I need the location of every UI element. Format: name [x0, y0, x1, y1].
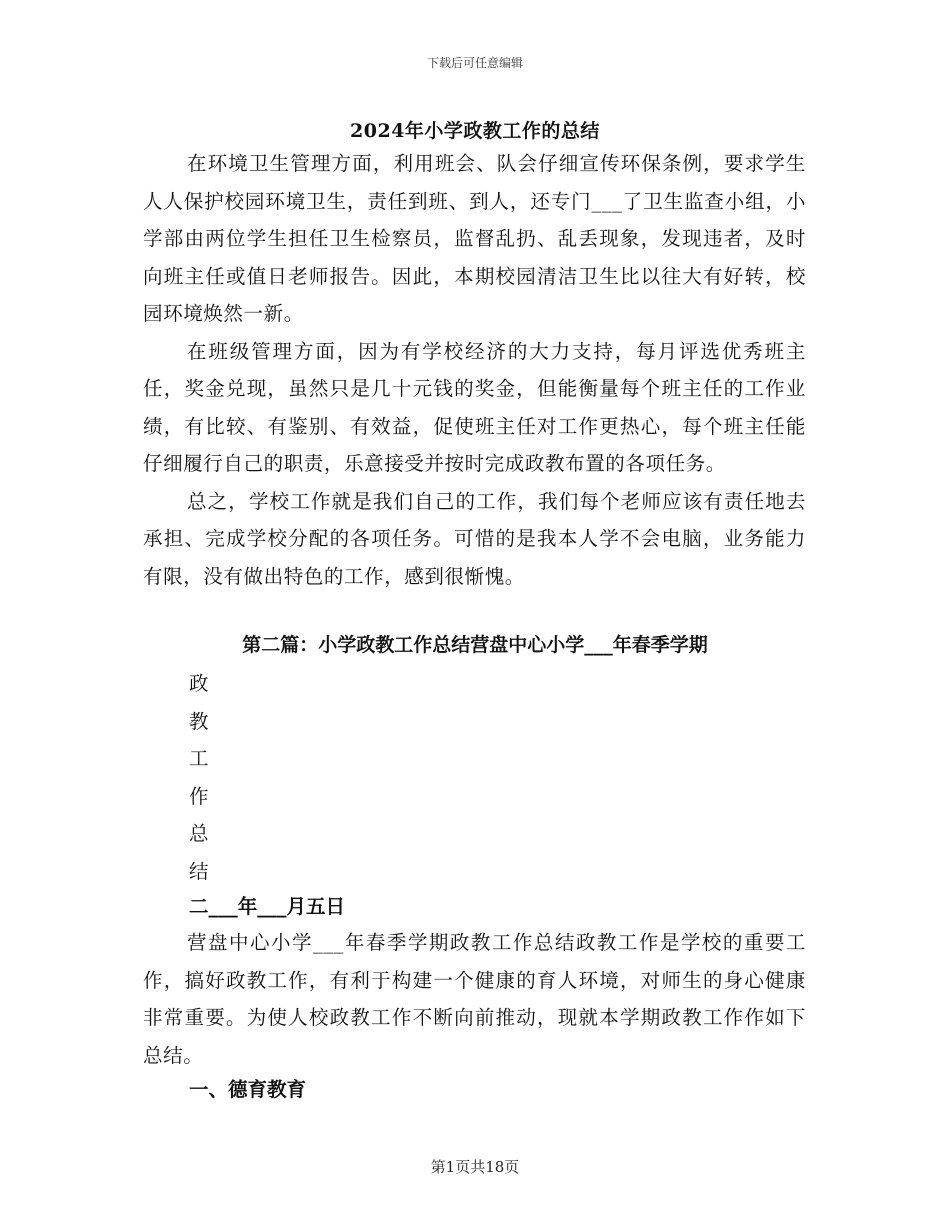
paragraph: 在班级管理方面，因为有学校经济的大力支持，每月评选优秀班主任，奖金兑现，虽然只是几十元钱的奖金，但能衡量每个班主任的工作业绩，有比较、有鉴别、有效益，促使班主任对工作更热心，每个班主任能仔细履行自己的职责，乐意接受并按时完成政教布置的各项任务。	[143, 339, 806, 475]
section-subtitle: 第二篇：小学政教工作总结营盘中心小学___年春季学期	[242, 634, 708, 656]
vertical-char: 结	[189, 859, 209, 883]
vertical-char: 作	[189, 784, 209, 808]
vertical-title	[189, 665, 209, 890]
date-line: 二___年___月五日	[189, 895, 346, 918]
paragraph: 营盘中心小学___年春季学期政教工作总结政教工作是学校的重要工作，搞好政教工作，有利于构建一个健康的育人环境，对师生的身心健康非常重要。为使人校政教工作不断向前推动，现就本学期政教工作作如下总结。	[143, 931, 806, 1067]
vertical-char: 总	[189, 822, 209, 845]
vertical-char: 教	[189, 709, 209, 733]
document-title: 2024年小学政教工作的总结	[350, 120, 600, 142]
vertical-char: 政	[189, 672, 209, 695]
body-section-a	[143, 145, 806, 595]
page-header-note: 下载后可任意编辑	[426, 56, 523, 70]
paragraph: 总之，学校工作就是我们自己的工作，我们每个老师应该有责任地去承担、完成学校分配的各项任务。可惜的是我本人学不会电脑，业务能力有限，没有做出特色的工作，感到很惭愧。	[143, 489, 806, 588]
paragraph: 在环境卫生管理方面，利用班会、队会仔细宣传环保条例，要求学生人人保护校园环境卫生，责任到班、到人，还专门___了卫生监查小组，小学部由两位学生担任卫生检察员，监督乱扔、乱丢现象，发现违者，及时向班主任或值日老师报告。因此，本期校园清洁卫生比以往大有好转，校园环境焕然一新。	[143, 152, 806, 325]
vertical-char: 工	[189, 747, 209, 770]
section-heading: 一、德育教育	[189, 1078, 307, 1101]
page-number: 第1页共18页	[430, 1158, 520, 1176]
body-section-b	[143, 924, 806, 1074]
